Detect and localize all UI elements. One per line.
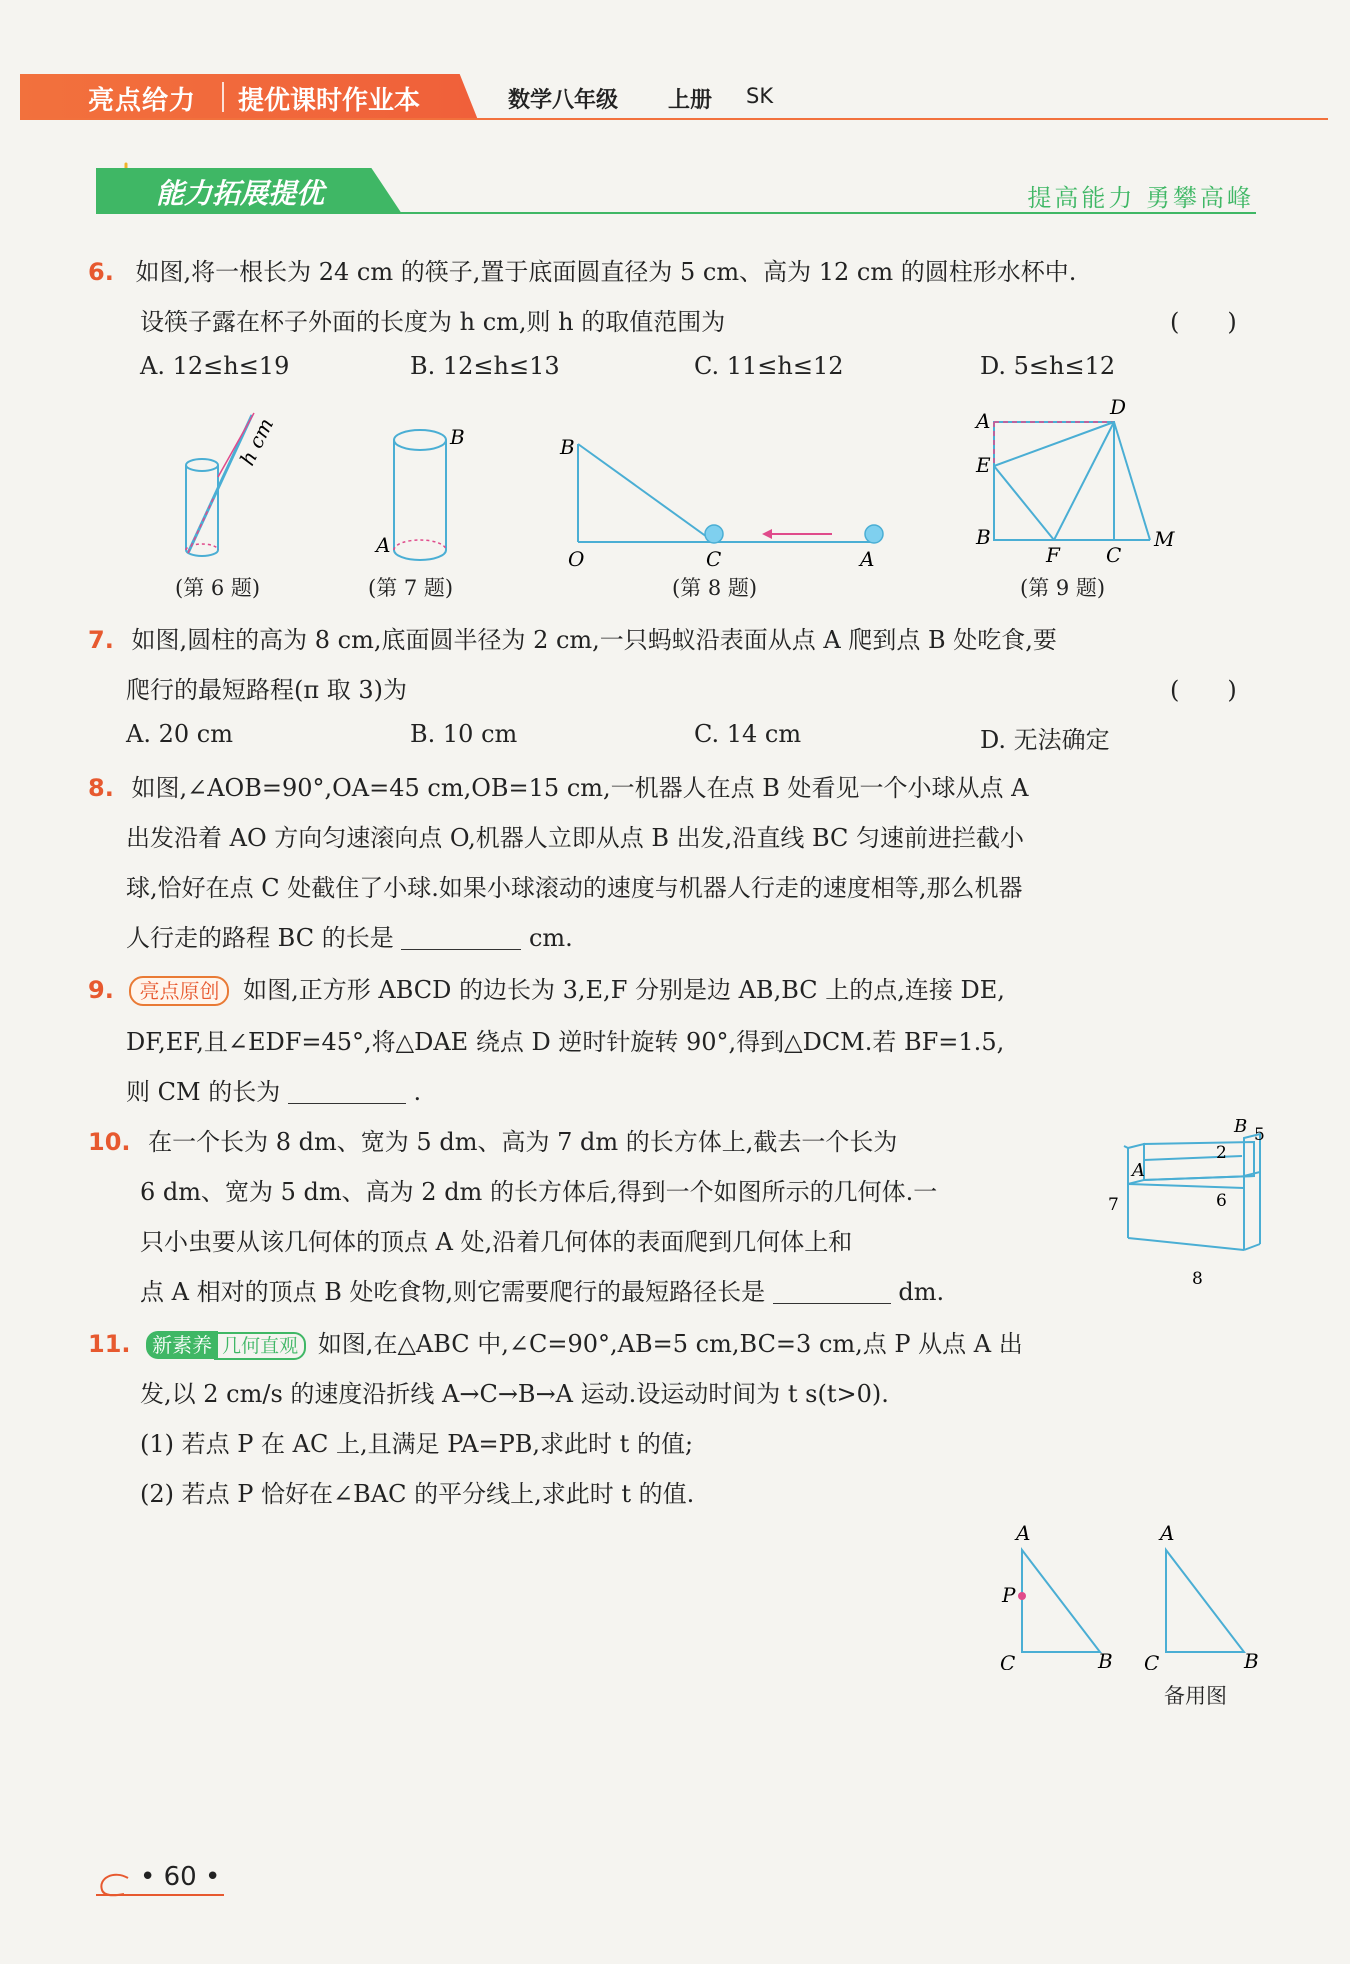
fig6-length-label (235, 414, 278, 469)
q7-option-d: D. 无法确定 (980, 726, 1110, 754)
header-rule (20, 118, 1328, 120)
q8-unit: cm. (528, 924, 573, 952)
section-motto: 提高能力 勇攀高峰 (1027, 184, 1254, 212)
figure-11-spare-triangle (1134, 1520, 1274, 1670)
q10-line4 (140, 1272, 944, 1307)
q11-line2: 发,以 2 cm/s 的速度沿折线 A→C→B→A 运动.设运动时间为 t s(t>0). (140, 1380, 889, 1408)
q8-line1 (88, 768, 1029, 803)
book-title: 提优课时作业本 (238, 86, 421, 116)
fig8-label-o: O (568, 547, 585, 570)
q6-answer-paren: ( ) (1170, 308, 1237, 336)
q7-line2: 爬行的最短路程(π 取 3)为 (126, 676, 408, 704)
fig8-label-c: C (706, 547, 722, 570)
fig9-label-f: F (1046, 543, 1060, 566)
q9-period: . (413, 1078, 422, 1106)
q6-option-b: B. 12≤h≤13 (410, 352, 560, 380)
q7-answer-paren: ( ) (1170, 676, 1237, 704)
figure-6-cup-chopstick (170, 405, 290, 565)
q8-line4 (126, 918, 573, 953)
figure-9-square (974, 396, 1184, 566)
fig11-label-a: A (1016, 1521, 1031, 1545)
q9-original-tag: 亮点原创 (129, 976, 229, 1006)
svg-text:h cm: h cm (234, 414, 279, 470)
q7-option-a: A. 20 cm (126, 720, 233, 748)
q9-line1 (88, 970, 1005, 1006)
q7-text1: 如图,圆柱的高为 8 cm,底面圆半径为 2 cm,一只蚂蚁沿表面从点 A 爬到点 B 处吃食,要 (131, 626, 1057, 654)
q6-option-a: A. 12≤h≤19 (140, 352, 290, 380)
q7-option-c: C. 14 cm (694, 720, 802, 748)
q10-text4: 点 A 相对的顶点 B 处吃食物,则它需要爬行的最短路径长是 (140, 1278, 766, 1306)
q6-text1: 如图,将一根长为 24 cm 的筷子,置于底面圆直径为 5 cm、高为 12 cm 的圆柱形水杯中. (135, 258, 1077, 286)
q10-number: 10. (88, 1128, 131, 1156)
figure-10-cut-cuboid (1104, 1116, 1274, 1292)
q9-number: 9. (88, 976, 114, 1004)
fig9-label-m: M (1154, 527, 1175, 551)
q9-text1: 如图,正方形 ABCD 的边长为 3,E,F 分别是边 AB,BC 上的点,连接 DE, (243, 976, 1005, 1004)
figure-8-robot-ball (556, 430, 896, 570)
fig10-dim-7: 7 (1108, 1195, 1119, 1215)
fig11b-label-a: A (1160, 1521, 1175, 1545)
q9-text3: 则 CM 的长为 (126, 1078, 281, 1106)
q10-answer-blank[interactable] (773, 1281, 891, 1304)
fig11-label-b: B (1098, 1649, 1113, 1670)
q6-option-d: D. 5≤h≤12 (980, 352, 1116, 380)
q10-text1: 在一个长为 8 dm、宽为 5 dm、高为 7 dm 的长方体上,截去一个长为 (148, 1128, 898, 1156)
fig10-label-a: A (1132, 1160, 1145, 1181)
fig11b-label-b: B (1244, 1649, 1259, 1670)
brand-title: 亮点给力 (88, 86, 197, 116)
fig9-label-a: A (976, 409, 991, 433)
q10-line1 (88, 1122, 897, 1157)
q8-answer-blank[interactable] (401, 927, 521, 950)
fig8-label-a: A (860, 547, 875, 570)
fig9-label-b: B (976, 525, 991, 549)
q7-line1 (88, 620, 1057, 655)
q9-line3 (126, 1072, 421, 1107)
fig7-caption: (第 7 题) (368, 576, 454, 600)
fig7-label-b: B (450, 425, 465, 449)
q6-number: 6. (88, 258, 114, 286)
figure-11-triangle (990, 1520, 1130, 1670)
fig9-label-d: D (1110, 396, 1127, 419)
fig7-label-a: A (376, 533, 391, 557)
subject-label: 数学八年级 (508, 88, 619, 113)
page-number-rule (96, 1894, 224, 1896)
fig10-dim-8: 8 (1192, 1269, 1203, 1289)
fig6-caption: (第 6 题) (175, 576, 261, 600)
q10-line2: 6 dm、宽为 5 dm、高为 2 dm 的长方体后,得到一个如图所示的几何体.一 (140, 1178, 938, 1206)
q6-line2: 设筷子露在杯子外面的长度为 h cm,则 h 的取值范围为 (140, 308, 726, 336)
q11-text1: 如图,在△ABC 中,∠C=90°,AB=5 cm,BC=3 cm,点 P 从点 A 出 (317, 1330, 1023, 1358)
fig10-dim-5: 5 (1254, 1125, 1265, 1145)
q11-sub2: (2) 若点 P 恰好在∠BAC 的平分线上,求此时 t 的值. (140, 1480, 695, 1508)
q10-line3: 只小虫要从该几何体的顶点 A 处,沿着几何体的表面爬到几何体上和 (140, 1228, 853, 1256)
q9-answer-blank[interactable] (288, 1081, 406, 1104)
q10-unit: dm. (898, 1278, 945, 1306)
q6-option-c: C. 11≤h≤12 (694, 352, 844, 380)
fig9-label-c: C (1106, 543, 1122, 566)
fig11-label-p: P (1002, 1583, 1016, 1607)
fig11-label-c: C (1000, 1651, 1016, 1670)
q8-number: 8. (88, 774, 114, 802)
fig8-caption: (第 8 题) (672, 576, 758, 600)
q9-line2: DF,EF,且∠EDF=45°,将△DAE 绕点 D 逆时针旋转 90°,得到△DCM.若 BF=1.5, (126, 1028, 1005, 1056)
q11-tag-literacy: 新素养 (146, 1331, 218, 1359)
fig11b-label-c: C (1144, 1651, 1160, 1670)
q11-line1 (88, 1324, 1023, 1360)
figure-7-cylinder (370, 420, 480, 570)
q8-text4: 人行走的路程 BC 的长是 (126, 924, 394, 952)
fig8-label-b: B (560, 435, 575, 459)
volume-label: 上册 (668, 88, 713, 113)
fig10-label-b: B (1234, 1116, 1248, 1137)
fig9-caption: (第 9 题) (1020, 576, 1106, 600)
page-number: • 60 • (140, 1862, 221, 1892)
header-divider (222, 82, 224, 112)
q8-line3: 球,恰好在点 C 处截住了小球.如果小球滚动的速度与机器人行走的速度相等,那么机器 (126, 874, 1023, 902)
q11-tag-geometry: 几何直观 (214, 1332, 306, 1360)
fig10-dim-2: 2 (1216, 1143, 1227, 1163)
q11-sub1: (1) 若点 P 在 AC 上,且满足 PA=PB,求此时 t 的值; (140, 1430, 694, 1458)
q7-option-b: B. 10 cm (410, 720, 518, 748)
series-label: SK (746, 84, 774, 108)
fig11-spare-caption: 备用图 (1164, 1684, 1227, 1708)
q8-line2: 出发沿着 AO 方向匀速滚向点 O,机器人立即从点 B 出发,沿直线 BC 匀速前进拦截小 (126, 824, 1025, 852)
q6-line1 (88, 252, 1076, 287)
section-title: 能力拓展提优 (156, 177, 325, 210)
q11-number: 11. (88, 1330, 131, 1358)
fig10-dim-6: 6 (1216, 1191, 1227, 1211)
q7-number: 7. (88, 626, 114, 654)
fig9-label-e: E (976, 453, 991, 477)
q8-text1: 如图,∠AOB=90°,OA=45 cm,OB=15 cm,一机器人在点 B 处看见一个小球从点 A (131, 774, 1029, 802)
